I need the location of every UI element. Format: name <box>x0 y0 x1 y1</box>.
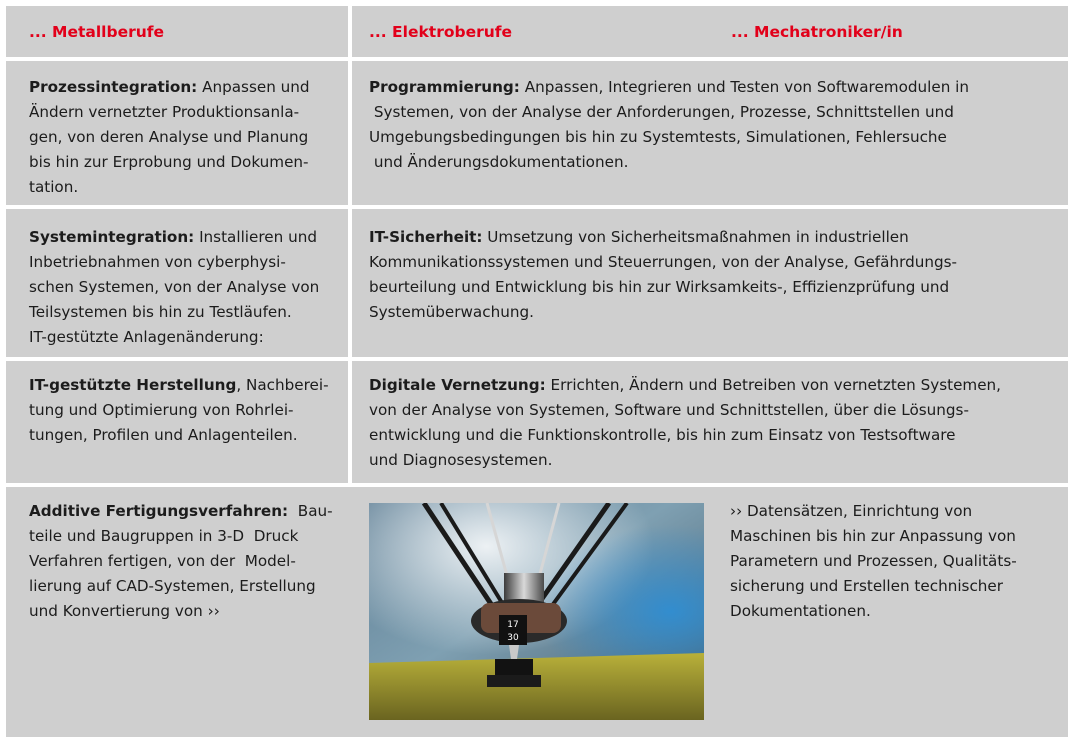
row2-left-line: Teilsystemen bis hin zu Testläufen. <box>29 303 292 321</box>
3d-printer-photo <box>369 503 704 720</box>
bottom-right-line: Parametern und Prozessen, Qualitäts- <box>730 552 1017 570</box>
row2-right-text <box>369 225 1059 325</box>
row1-right-line: Umgebungsbedingungen bis hin zu Systemtests, Simulationen, Fehlersuche <box>369 128 947 146</box>
row1-right-line: Anpassen, Integrieren und Testen von Softwaremodulen in <box>519 78 970 96</box>
row2-left-line: schen Systemen, von der Analyse von <box>29 278 320 296</box>
bottom-left-title: Additive Fertigungsverfahren: <box>29 502 289 520</box>
row1-left-line: gen, von deren Analyse und Planung <box>29 128 309 146</box>
row3-right-line: Errichten, Ändern und Betreiben von vernetzten Systemen, <box>545 376 1002 394</box>
row1-right-title: Programmierung: <box>369 78 520 96</box>
row3-right-text <box>369 373 1059 473</box>
row2-right-line: Kommunikationssystemen und Steuerrungen, von der Analyse, Gefährdungs- <box>369 253 957 271</box>
row2-left-title: Systemintegration: <box>29 228 195 246</box>
header-mechatroniker: ... Mechatroniker/in <box>731 23 903 41</box>
bottom-left-line: Bau- <box>288 502 333 520</box>
row3-left-title: IT-gestützte Herstellung <box>29 376 237 394</box>
row1-left-line: bis hin zur Erprobung und Dokumen- <box>29 153 309 171</box>
row3-left-line: tungen, Profilen und Anlagenteilen. <box>29 426 298 444</box>
row1-left-line: Ändern vernetzter Produktionsanla- <box>29 103 300 121</box>
row2-left-text <box>29 225 344 350</box>
row1-right-text <box>369 75 1059 175</box>
row2-right-line: beurteilung und Entwicklung bis hin zur Wirksamkeits-, Effizienzprüfung und <box>369 278 950 296</box>
row3-left-line: tung und Optimierung von Rohrlei- <box>29 401 294 419</box>
row1-left-line: Anpassen und <box>197 78 310 96</box>
row2-left-line: Installieren und <box>194 228 317 246</box>
row1-left-title: Prozessintegration: <box>29 78 198 96</box>
header-elektroberufe: ... Elektroberufe <box>369 23 513 41</box>
row3-right-line: entwicklung und die Funktionskontrolle, bis hin zum Einsatz von Testsoftware <box>369 426 956 444</box>
row2-right-title: IT-Sicherheit: <box>369 228 483 246</box>
bottom-left-line: und Konvertierung von ›› <box>29 602 220 620</box>
row3-right-line: von der Analyse von Systemen, Software und Schnittstellen, über die Lösungs- <box>369 401 969 419</box>
row1-left-text <box>29 75 344 200</box>
row1-right-line: und Änderungsdokumentationen. <box>369 153 629 171</box>
photo-label-bottom: 30 <box>507 633 519 643</box>
row3-right-title: Digitale Vernetzung: <box>369 376 546 394</box>
row2-left-line: Inbetriebnahmen von cyberphysi- <box>29 253 286 271</box>
row2-left-line: IT-gestützte Anlagenänderung: <box>29 328 264 346</box>
row1-right-line: Systemen, von der Analyse der Anforderungen, Prozesse, Schnittstellen und <box>369 103 954 121</box>
row1-left-line: tation. <box>29 178 79 196</box>
row2-right-line: Systemüberwachung. <box>369 303 534 321</box>
bottom-left-line: Verfahren fertigen, von der Model- <box>29 552 296 570</box>
bottom-right-text <box>730 499 1060 624</box>
header-metallberufe: ... Metallberufe <box>29 23 165 41</box>
photo-label-top: 17 <box>507 620 519 630</box>
bottom-right-line: ›› Datensätzen, Einrichtung von <box>730 502 973 520</box>
bottom-left-text <box>29 499 349 624</box>
row2-right-line: Umsetzung von Sicherheitsmaßnahmen in industriellen <box>482 228 909 246</box>
row3-left-line: , Nachberei- <box>236 376 329 394</box>
row3-right-line: und Diagnosesystemen. <box>369 451 553 469</box>
bottom-left-line: teile und Baugruppen in 3-D Druck <box>29 527 299 545</box>
bottom-right-line: Maschinen bis hin zur Anpassung von <box>730 527 1016 545</box>
bottom-right-line: Dokumentationen. <box>730 602 871 620</box>
bottom-left-line: lierung auf CAD-Systemen, Erstellung <box>29 577 316 595</box>
bottom-right-line: sicherung und Erstellen technischer <box>730 577 1004 595</box>
row3-left-text <box>29 373 344 448</box>
